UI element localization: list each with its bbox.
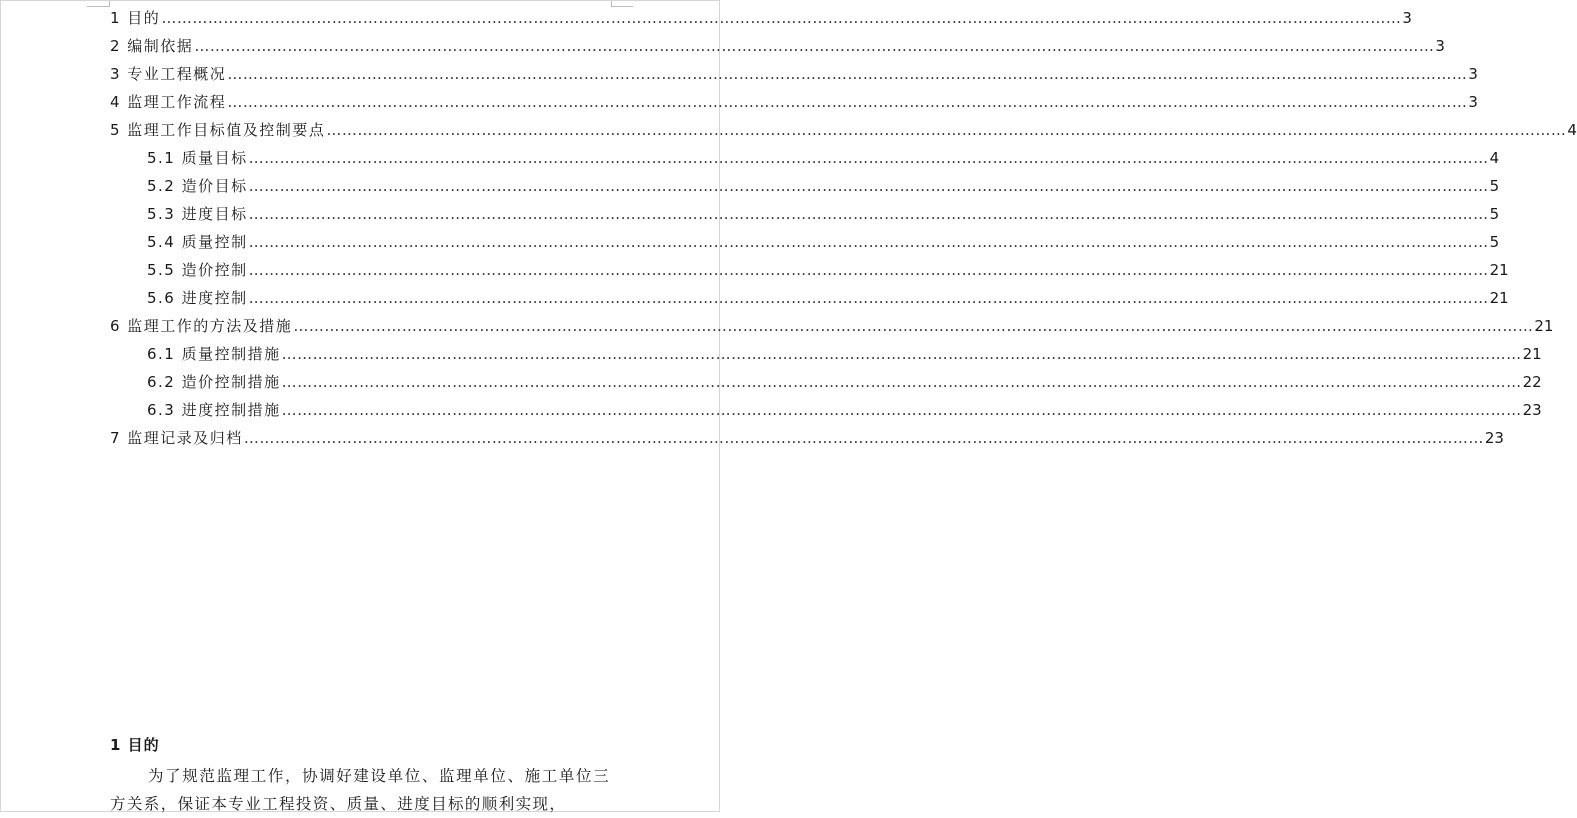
toc-entry-page-number: 21 <box>1489 261 1509 279</box>
toc-entry-label: 5.4 质量控制 <box>147 233 248 251</box>
toc-entry-page-number: 23 <box>1522 401 1542 419</box>
toc-entry-label: 5.1 质量目标 <box>147 149 248 167</box>
toc-entry-label: 5 监理工作目标值及控制要点 <box>110 121 326 139</box>
toc-entry-label: 2 编制依据 <box>110 37 194 55</box>
toc-entry[interactable] <box>147 398 1542 422</box>
toc-entry-page-number: 4 <box>1567 121 1577 139</box>
toc-entry[interactable] <box>147 174 1500 198</box>
toc-leader-dots: …………………………………………………………………………………………………………………………………………………………………………………………………………………… <box>326 121 1567 139</box>
toc-entry-page-number: 21 <box>1534 317 1554 335</box>
toc-leader-dots: …………………………………………………………………………………………………………………………………………………………………………………………………………………… <box>243 429 1484 447</box>
toc-entry-page-number: 23 <box>1484 429 1504 447</box>
toc-leader-dots: …………………………………………………………………………………………………………………………………………………………………………………………………………………… <box>227 93 1468 111</box>
toc-entry-label: 4 监理工作流程 <box>110 93 227 111</box>
toc-entry-page-number: 5 <box>1489 205 1500 223</box>
toc-leader-dots: …………………………………………………………………………………………………………………………………………………………………………………………………………………… <box>194 37 1435 55</box>
toc-entry-page-number: 5 <box>1489 233 1500 251</box>
toc-entry[interactable] <box>110 62 1478 86</box>
toc-entry-page-number: 3 <box>1402 9 1412 27</box>
toc-entry-page-number: 22 <box>1522 373 1542 391</box>
toc-entry[interactable] <box>110 90 1478 114</box>
toc-entry-label: 6.3 进度控制措施 <box>147 401 281 419</box>
toc-entry-page-number: 4 <box>1489 149 1500 167</box>
toc-entry[interactable] <box>110 118 1577 142</box>
toc-entry-label: 5.6 进度控制 <box>147 289 248 307</box>
toc-entry-label: 7 监理记录及归档 <box>110 429 243 447</box>
toc-entry[interactable] <box>147 286 1509 310</box>
toc-leader-dots: …………………………………………………………………………………………………………………………………………………………………………………………………………………… <box>248 149 1489 167</box>
toc-entry-label: 3 专业工程概况 <box>110 65 227 83</box>
toc-entry[interactable] <box>147 202 1500 226</box>
toc-leader-dots: …………………………………………………………………………………………………………………………………………………………………………………………………………………… <box>281 401 1522 419</box>
toc-entry[interactable] <box>147 146 1500 170</box>
toc-entry-label: 6 监理工作的方法及措施 <box>110 317 293 335</box>
toc-entry-label: 6.1 质量控制措施 <box>147 345 281 363</box>
toc-entry-label: 6.2 造价控制措施 <box>147 373 281 391</box>
toc-entry[interactable] <box>147 258 1509 282</box>
toc-entry[interactable] <box>147 342 1542 366</box>
toc-entry-page-number: 5 <box>1489 177 1500 195</box>
toc-entry-label: 5.3 进度目标 <box>147 205 248 223</box>
toc-entry[interactable] <box>110 6 1412 30</box>
toc-leader-dots: …………………………………………………………………………………………………………………………………………………………………………………………………………………… <box>227 65 1468 83</box>
toc-entry-label: 5.2 造价目标 <box>147 177 248 195</box>
toc-leader-dots: …………………………………………………………………………………………………………………………………………………………………………………………………………………… <box>281 373 1522 391</box>
toc-entry-page-number: 3 <box>1468 93 1478 111</box>
toc-entry-page-number: 3 <box>1468 65 1478 83</box>
toc-leader-dots: …………………………………………………………………………………………………………………………………………………………………………………………………………………… <box>281 345 1522 363</box>
toc-entry-label: 5.5 造价控制 <box>147 261 248 279</box>
toc-entry-page-number: 21 <box>1489 289 1509 307</box>
toc-entry-page-number: 21 <box>1522 345 1542 363</box>
toc-leader-dots: …………………………………………………………………………………………………………………………………………………………………………………………………………………… <box>248 261 1489 279</box>
toc-leader-dots: …………………………………………………………………………………………………………………………………………………………………………………………………………………… <box>248 233 1489 251</box>
toc-entry[interactable] <box>110 314 1554 338</box>
toc-leader-dots: …………………………………………………………………………………………………………………………………………………………………………………………………………………… <box>248 177 1489 195</box>
toc-leader-dots: …………………………………………………………………………………………………………………………………………………………………………………………………………………… <box>161 9 1402 27</box>
toc-entry-page-number: 3 <box>1435 37 1445 55</box>
toc-entry[interactable] <box>110 426 1504 450</box>
toc-leader-dots: …………………………………………………………………………………………………………………………………………………………………………………………………………………… <box>248 205 1489 223</box>
toc-entry[interactable] <box>110 34 1445 58</box>
section-heading: 1 目的 <box>110 736 160 754</box>
toc-leader-dots: …………………………………………………………………………………………………………………………………………………………………………………………………………………… <box>248 289 1489 307</box>
toc-entry[interactable] <box>147 230 1500 254</box>
toc-entry-label: 1 目的 <box>110 9 161 27</box>
crop-mark-left <box>87 6 109 7</box>
body-paragraph: 为了规范监理工作，协调好建设单位、监理单位、施工单位三方关系，保证本专业工程投资、质量、进度目标的顺利实现， <box>110 767 610 813</box>
toc-entry[interactable] <box>147 370 1542 394</box>
toc-leader-dots: …………………………………………………………………………………………………………………………………………………………………………………………………………………… <box>293 317 1534 335</box>
